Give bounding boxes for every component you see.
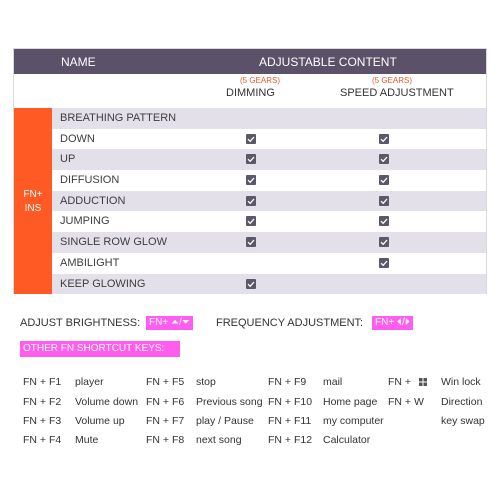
row-label: KEEP GLOWING xyxy=(60,277,146,290)
dimming-check-icon xyxy=(246,175,256,185)
table-header xyxy=(14,49,486,74)
table-row xyxy=(52,211,486,232)
other-shortcuts-banner: OTHER FN SHORTCUT KEYS: xyxy=(20,341,180,357)
table-row xyxy=(52,232,486,253)
speed-check-icon xyxy=(379,237,389,247)
shortcut-key: FN + F9 xyxy=(268,376,307,388)
dimming-gears: (5 GEARS) xyxy=(240,76,281,85)
dimming-title: DIMMING xyxy=(226,87,275,99)
row-label: SINGLE ROW GLOW xyxy=(60,236,167,249)
shortcut-key: FN + F7 xyxy=(146,415,185,427)
shortcut-action: my computer xyxy=(323,415,384,427)
shortcut-action: next song xyxy=(196,434,242,446)
features-table xyxy=(13,48,487,294)
row-label: ADDUCTION xyxy=(60,194,126,207)
dimming-check-icon xyxy=(246,216,256,226)
side-line1: FN+ xyxy=(23,189,43,200)
speed-check-icon xyxy=(379,175,389,185)
shortcut-action: Volume down xyxy=(75,396,139,408)
dimming-check-icon xyxy=(246,279,256,289)
windows-icon xyxy=(419,377,427,389)
shortcut-action: Win lock xyxy=(441,376,481,388)
fn-ins-cell xyxy=(14,108,52,294)
frequency-label: FREQUENCY ADJUSTMENT: xyxy=(216,317,364,329)
table-rows xyxy=(52,108,486,294)
row-label: DIFFUSION xyxy=(60,174,120,187)
header-adjustable: ADJUSTABLE CONTENT xyxy=(259,55,397,69)
row-label: DOWN xyxy=(60,132,95,145)
shortcut-key: FN + F8 xyxy=(146,434,185,446)
dimming-check-icon xyxy=(246,196,256,206)
shortcut-key: FN + F5 xyxy=(146,376,185,388)
shortcut-key: FN + xyxy=(388,376,412,388)
shortcut-action: Previous song xyxy=(196,396,263,408)
header-name: NAME xyxy=(61,55,96,69)
table-row xyxy=(52,191,486,212)
shortcut-action: Calculator xyxy=(323,434,371,446)
table-row xyxy=(52,108,486,129)
shortcut-action: Volume up xyxy=(75,415,125,427)
frequency-adjustment xyxy=(216,317,363,329)
shortcut-action: Mute xyxy=(75,434,99,446)
table-row xyxy=(52,253,486,274)
table-row xyxy=(52,274,486,295)
adjust-brightness-label: ADJUST BRIGHTNESS: xyxy=(20,317,141,329)
shortcut-action: Direction xyxy=(441,396,483,408)
shortcut-action: Home page xyxy=(323,396,378,408)
speed-gears: (5 GEARS) xyxy=(372,76,413,85)
shortcut-key: FN + F10 xyxy=(268,396,313,408)
table-subheader xyxy=(14,74,486,108)
shortcut-key: FN + F3 xyxy=(23,415,62,427)
side-line2: INS xyxy=(24,203,42,214)
speed-check-icon xyxy=(379,258,389,268)
row-label: BREATHING PATTERN xyxy=(60,112,177,124)
dimming-check-icon xyxy=(246,237,256,247)
shortcut-action: stop xyxy=(196,376,216,388)
row-label: UP xyxy=(60,153,76,166)
speed-check-icon xyxy=(379,216,389,226)
dimming-check-icon xyxy=(246,134,256,144)
shortcut-action: player xyxy=(75,376,104,388)
adjust-brightness xyxy=(20,317,140,329)
row-label: JUMPING xyxy=(60,215,110,228)
speed-check-icon xyxy=(379,134,389,144)
shortcut-key: FN + F4 xyxy=(23,434,62,446)
table-row xyxy=(52,149,486,170)
frequency-keys-pill: FN+ ⏴/⏵ xyxy=(372,316,413,330)
shortcut-key: FN + F11 xyxy=(268,415,312,427)
table-row xyxy=(52,129,486,150)
row-label: AMBILIGHT xyxy=(60,256,120,269)
speed-check-icon xyxy=(379,196,389,206)
shortcut-action: key swap xyxy=(441,415,485,427)
speed-check-icon xyxy=(379,154,389,164)
dimming-check-icon xyxy=(246,154,256,164)
table-row xyxy=(52,170,486,191)
shortcut-action: mail xyxy=(323,376,343,388)
shortcut-key: FN + F1 xyxy=(23,376,62,388)
shortcut-key: FN + F2 xyxy=(23,396,62,408)
shortcut-key: FN + W xyxy=(388,396,424,408)
shortcut-key: FN + F12 xyxy=(268,434,313,446)
brightness-keys-pill: FN+ ⏶/⏷ xyxy=(146,316,193,330)
shortcut-key: FN + F6 xyxy=(146,396,185,408)
shortcut-action: play / Pause xyxy=(196,415,254,427)
speed-title: SPEED ADJUSTMENT xyxy=(340,87,454,99)
